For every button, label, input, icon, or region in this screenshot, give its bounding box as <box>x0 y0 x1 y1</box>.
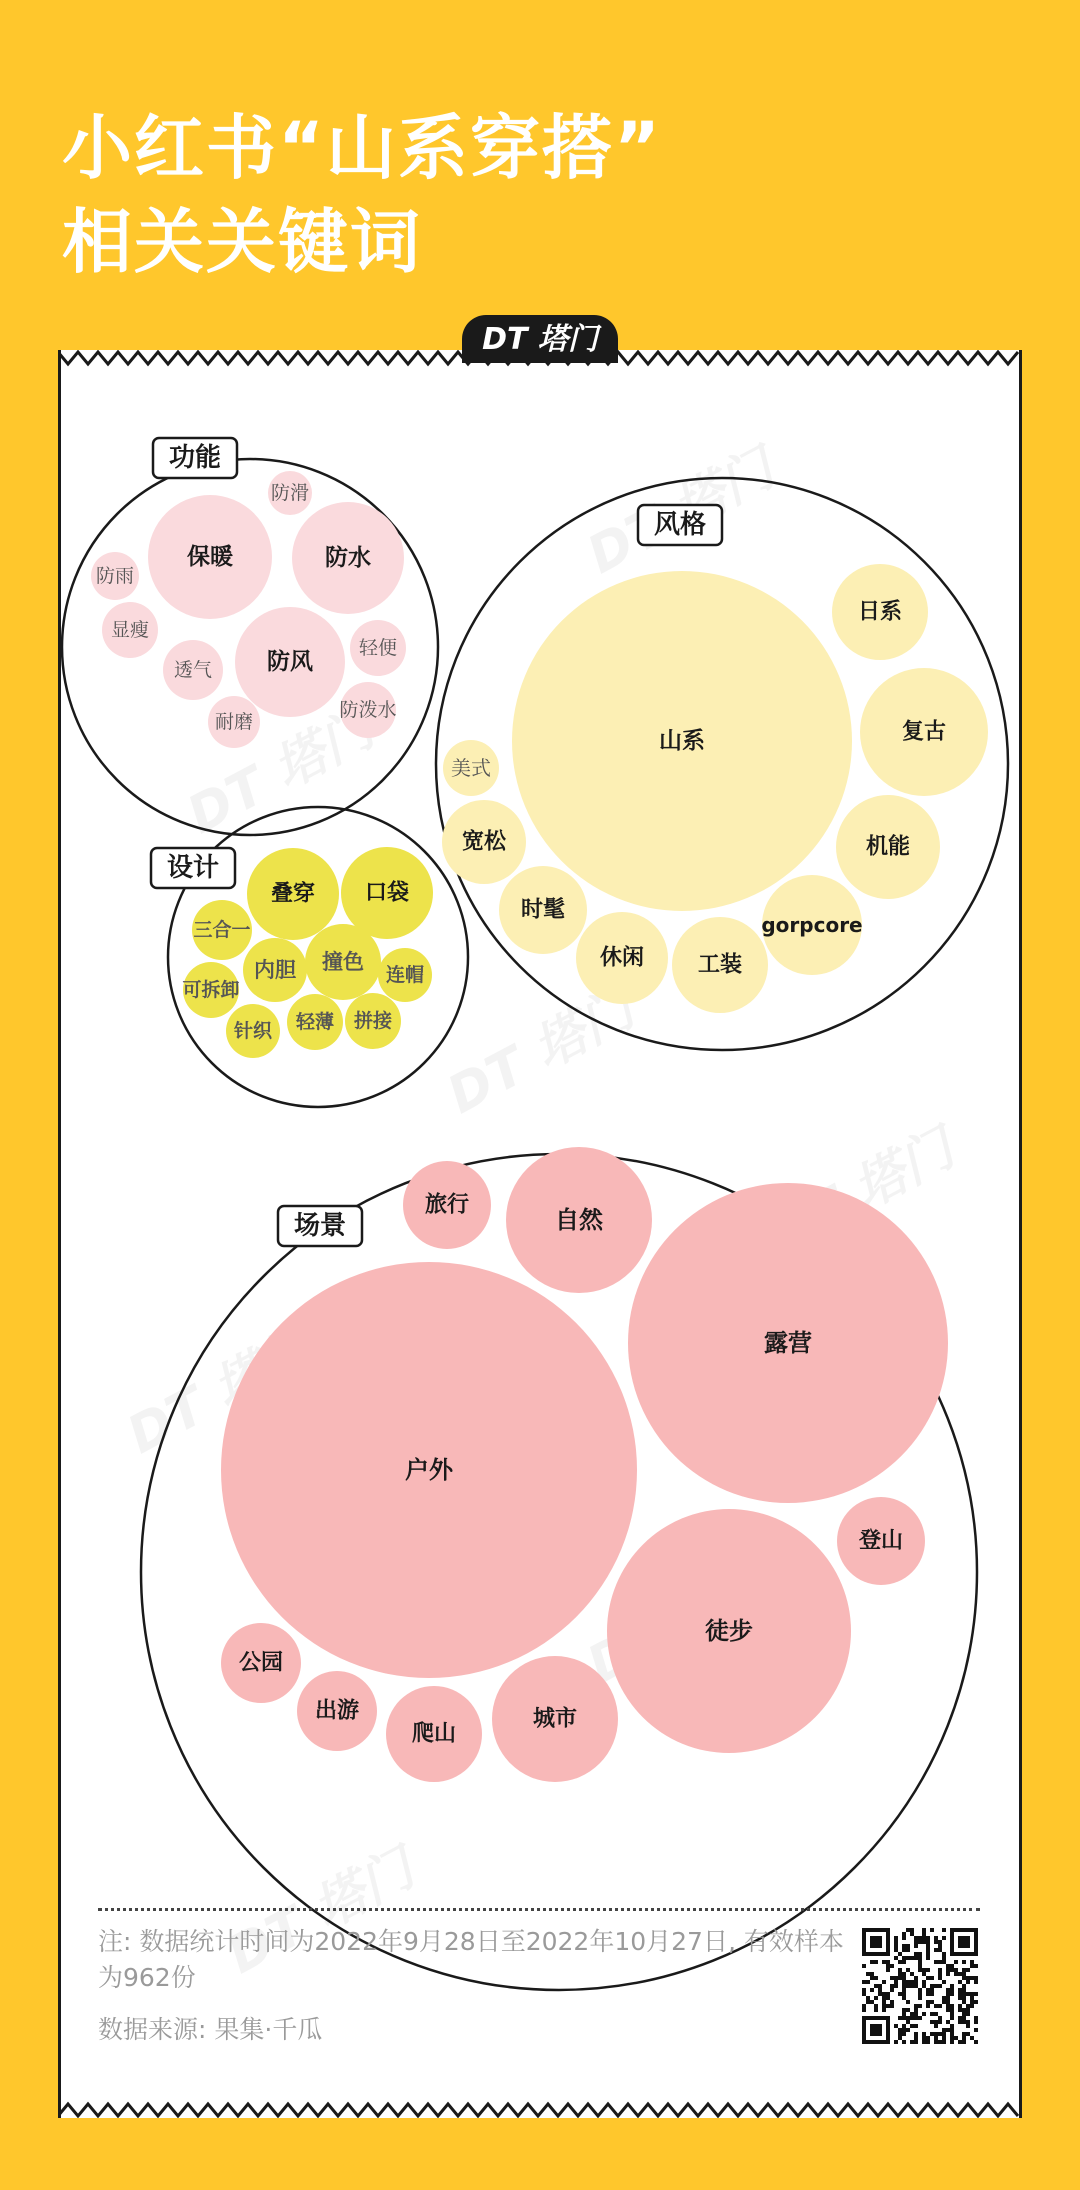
bubble-label: 拼接 <box>353 1010 393 1032</box>
bubble-label: 出游 <box>314 1698 360 1724</box>
bubble-label: 可拆卸 <box>182 979 240 1001</box>
bubble-label: 轻薄 <box>295 1011 335 1033</box>
bubble-label: 爬山 <box>411 1721 457 1747</box>
bubble-label: 透气 <box>173 659 213 681</box>
bubble-label: 山系 <box>659 728 705 754</box>
group-label-style: 风格 <box>653 510 707 540</box>
bubble-label: 三合一 <box>193 919 251 941</box>
bubble-label: 撞色 <box>322 950 364 974</box>
bubble-label: 机能 <box>865 834 911 860</box>
qr-code <box>862 1928 978 2044</box>
bubble-label: 旅行 <box>424 1192 470 1218</box>
bubble-label: 工装 <box>697 952 743 978</box>
bubble-label: 户外 <box>405 1456 453 1484</box>
group-label-design: 设计 <box>166 853 220 883</box>
bubble-label: 休闲 <box>599 945 645 971</box>
bubble-label: 叠穿 <box>270 881 316 907</box>
bubble-label: 防水 <box>325 545 371 571</box>
bubble-label: 露营 <box>764 1329 812 1357</box>
group-label-scene: 场景 <box>293 1211 347 1241</box>
bubble-label: 时髦 <box>520 897 566 923</box>
bubble-label: 自然 <box>555 1206 603 1234</box>
bubble-label: 轻便 <box>358 637 398 659</box>
bubble-label: 登山 <box>858 1528 904 1554</box>
page-title-line2: 相关关键词 <box>62 201 422 283</box>
group-label-function: 功能 <box>168 443 222 473</box>
bubble-label: 徒步 <box>705 1617 753 1645</box>
bubble-label: 内胆 <box>254 958 296 982</box>
footer-source: 数据来源: 果集·千瓜 <box>98 2015 323 2044</box>
bubble-label: 防滑 <box>270 482 310 504</box>
bubble-label: 耐磨 <box>214 711 254 733</box>
bubble-label: 美式 <box>451 756 491 780</box>
footer-note: 注: 数据统计时间为2022年9月28日至2022年10月27日, 有效样本为962份 <box>98 1927 844 1992</box>
bubble-label: 口袋 <box>364 880 410 906</box>
bubble-label: 显瘦 <box>110 619 150 641</box>
page-title-line1: 小红书“山系穿搭” <box>62 107 663 189</box>
bubble-label: 保暖 <box>187 544 233 570</box>
bubble-label: 城市 <box>532 1706 578 1732</box>
bubble-label: 防雨 <box>95 565 135 587</box>
bubble-label: 防泼水 <box>339 699 397 721</box>
bubble-label: 宽松 <box>461 829 507 855</box>
bubble-label: 连帽 <box>385 964 425 986</box>
bubble-label: 日系 <box>857 599 903 625</box>
brand-logo: DT 塔门 <box>462 315 618 363</box>
bubble-label: 防风 <box>267 649 313 675</box>
bubble-label: 针织 <box>233 1020 273 1042</box>
bubble-label: 公园 <box>238 1650 284 1676</box>
footer-divider <box>98 1908 980 1911</box>
bubble-label: 复古 <box>901 719 947 745</box>
bubble-label: gorpcore <box>761 913 863 937</box>
